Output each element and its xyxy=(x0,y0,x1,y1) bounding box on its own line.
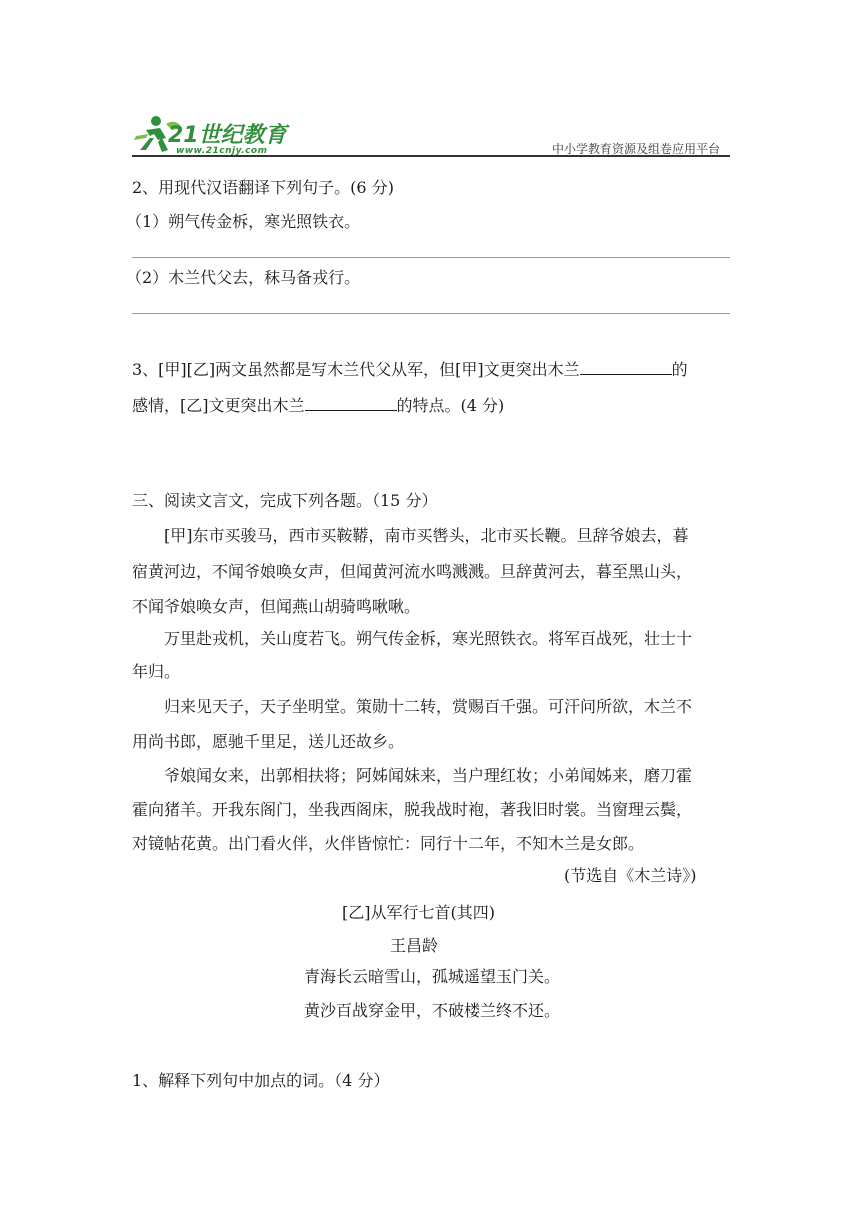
jia-line: 万里赴戎机，关山度若飞。朔气传金柝，寒光照铁衣。将军百战死，壮士十 xyxy=(164,629,693,648)
logo-url: www.21cnjy.com xyxy=(176,146,268,156)
answer-line-1[interactable] xyxy=(132,257,730,258)
yi-author: 王昌龄 xyxy=(390,936,439,955)
section-3-q1: 1、解释下列句中加点的词。（4 分） xyxy=(132,1071,390,1090)
jia-line: 年归。 xyxy=(132,662,181,681)
q3-line-1: 3、[甲][乙]两文虽然都是写木兰代父从军，但[甲]文更突出木兰 的 xyxy=(132,360,688,379)
section-3-title: 三、阅读文言文，完成下列各题。（15 分） xyxy=(132,491,438,510)
jia-line: [甲]东市买骏马，西市买鞍鞯，南市买辔头，北市买长鞭。旦辞爷娘去，暮 xyxy=(164,526,689,545)
yi-poem-line: 黄沙百战穿金甲，不破楼兰终不还。 xyxy=(304,1001,561,1020)
jia-line: 宿黄河边，不闻爷娘唤女声，但闻黄河流水鸣溅溅。旦辞黄河去，暮至黑山头， xyxy=(132,562,693,581)
yi-title: [乙]从军行七首(其四) xyxy=(342,903,495,922)
fill-blank-2[interactable] xyxy=(305,394,397,411)
q3-line-2: 感情，[乙]文更突出木兰 的特点。(4 分) xyxy=(132,396,505,415)
jia-line: 归来见天子，天子坐明堂。策勋十二转，赏赐百千强。可汗问所欲，木兰不 xyxy=(164,697,693,716)
jia-line: 霍向猪羊。开我东阁门，坐我西阁床，脱我战时袍，著我旧时裳。当窗理云鬓， xyxy=(132,800,693,819)
jia-line: 不闻爷娘唤女声，但闻燕山胡骑鸣啾啾。 xyxy=(132,597,421,616)
q2-item-1: （1）朔气传金柝，寒光照铁衣。 xyxy=(126,212,361,231)
fill-blank-1[interactable] xyxy=(580,358,672,375)
jia-line: 用尚书郎，愿驰千里足，送儿还故乡。 xyxy=(132,732,405,751)
jia-line: 爷娘闻女来，出郭相扶将；阿姊闻妹来，当户理红妆；小弟闻姊来，磨刀霍 xyxy=(164,766,693,785)
logo-text: 21世纪教育 xyxy=(168,123,287,148)
jia-line: 对镜帖花黄。出门看火伴，火伴皆惊忙：同行十二年，不知木兰是女郎。 xyxy=(132,834,645,853)
header-divider xyxy=(132,155,730,157)
q2-item-2: （2）木兰代父去，秣马备戎行。 xyxy=(126,268,361,287)
answer-line-2[interactable] xyxy=(132,313,730,314)
jia-source: (节选自《木兰诗》) xyxy=(564,866,697,885)
header-platform-label: 中小学教育资源及组卷应用平台 xyxy=(551,142,720,156)
q2-title: 2、用现代汉语翻译下列句子。(6 分) xyxy=(132,178,394,197)
yi-poem-line: 青海长云暗雪山，孤城遥望玉门关。 xyxy=(304,967,561,986)
